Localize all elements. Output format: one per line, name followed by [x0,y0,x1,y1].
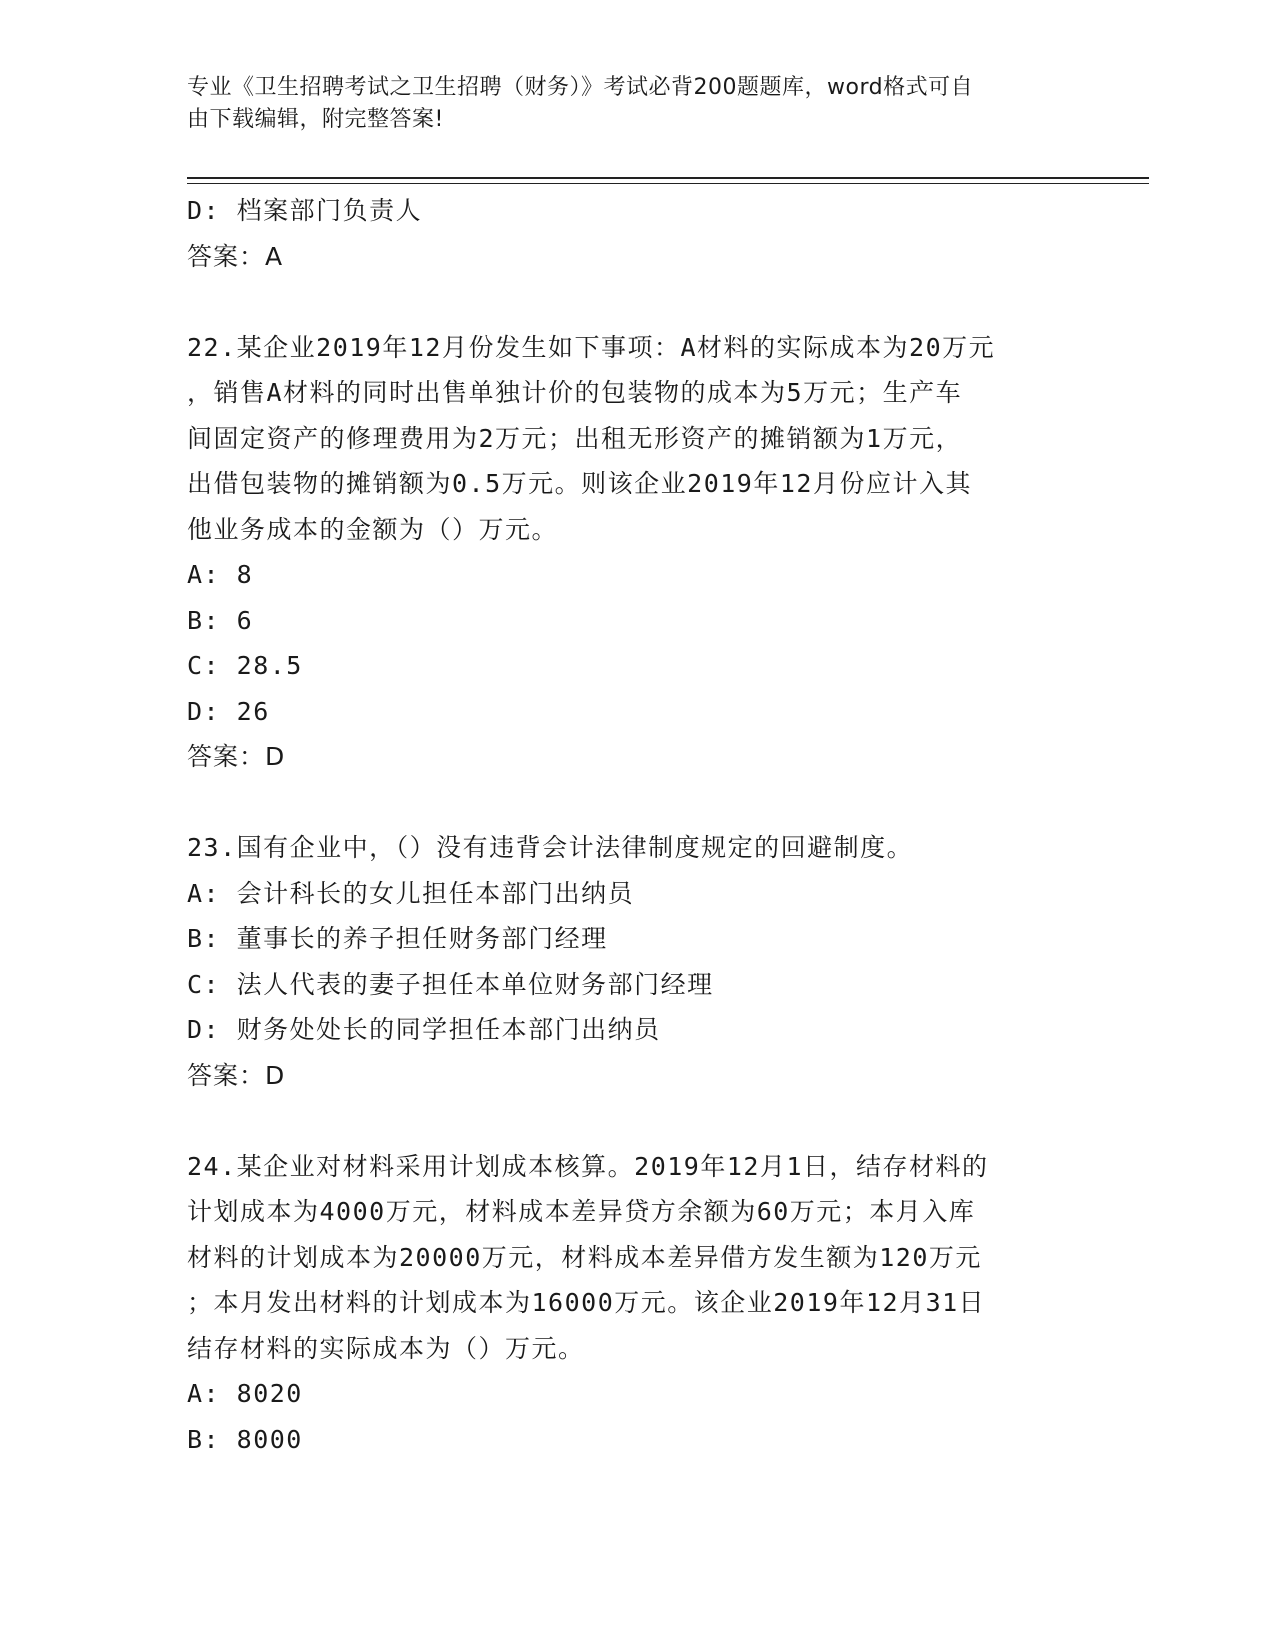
spacer [187,780,1087,826]
answer-label: 答案：D [187,742,286,771]
option-c: C: 法人代表的妻子担任本单位财务部门经理 [187,969,714,999]
question-stem-line: ，销售A材料的同时出售单独计价的包装物的成本为5万元；生产车 [187,378,963,407]
option-d: D: 档案部门负责人 [187,196,423,225]
answer-label: 答案：A [187,241,284,271]
option-d: D: 财务处处长的同学担任本部门出纳员 [187,1015,661,1044]
question-stem-line: 计划成本为4000万元，材料成本差异贷方余额为60万元；本月入库 [187,1197,976,1226]
question-body [187,188,1087,1462]
page-header [187,72,1067,136]
option-b: B: 8000 [187,1424,303,1454]
option-a: A: 8 [187,560,254,589]
question-22 [187,325,1087,780]
header-title-line-1: 专业《卫生招聘考试之卫生招聘（财务）》考试必背200题题库，word格式可自 [187,75,974,100]
question-24 [187,1144,1087,1463]
header-rule-thick [187,177,1149,179]
question-stem-line: ；本月发出材料的计划成本为16000万元。该企业2019年12月31日 [187,1288,986,1317]
option-c: C: 28.5 [187,651,303,680]
question-stem-line: 24.某企业对材料采用计划成本核算。2019年12月1日，结存材料的 [187,1151,989,1181]
option-b: B: 6 [187,605,254,635]
spacer [187,279,1087,325]
answer-label: 答案：D [187,1060,286,1090]
question-stem-line: 他业务成本的金额为（）万元。 [187,514,559,544]
question-stem-line: 23.国有企业中，（）没有违背会计法律制度规定的回避制度。 [187,833,914,862]
option-d: D: 26 [187,696,270,726]
question-stem-line: 材料的计划成本为20000万元，材料成本差异借方发生额为120万元 [187,1242,982,1272]
spacer [187,1098,1087,1144]
option-a: A: 会计科长的女儿担任本部门出纳员 [187,878,635,908]
question-stem-line: 间固定资产的修理费用为2万元；出租无形资产的摊销额为1万元， [187,423,963,453]
option-b: B: 董事长的养子担任财务部门经理 [187,924,608,953]
question-stem-line: 出借包装物的摊销额为0.5万元。则该企业2019年12月份应计入其 [187,469,972,498]
question-23 [187,825,1087,1098]
question-stem-line: 22.某企业2019年12月份发生如下事项：A材料的实际成本为20万元 [187,332,996,362]
option-a: A: 8020 [187,1379,303,1408]
question-stem-line: 结存材料的实际成本为（）万元。 [187,1333,585,1363]
header-rule-thin [187,183,1149,184]
header-title-line-2: 由下载编辑，附完整答案! [187,107,444,132]
